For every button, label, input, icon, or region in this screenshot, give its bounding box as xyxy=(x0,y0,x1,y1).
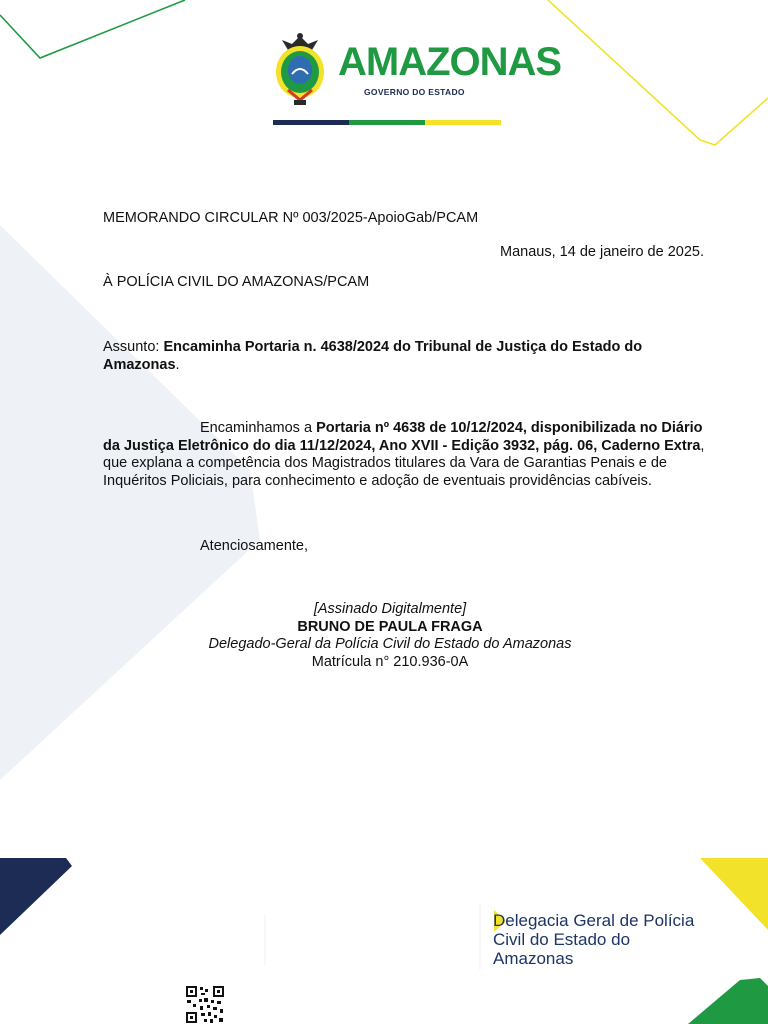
top-left-green-line xyxy=(0,0,185,58)
bottom-left-navy-shape xyxy=(0,858,72,935)
body-rest: , que explana a competência dos Magistrados titulares da Vara de Garantias Penais e de Inquéritos Policiais, para conhecimento e adoção de eventuais providências cabíveis. xyxy=(103,437,705,489)
subject xyxy=(103,339,683,374)
subject-end: . xyxy=(175,356,180,373)
brand-stripe-yellow xyxy=(425,120,501,125)
bottom-right-green-shape xyxy=(688,978,768,1024)
body-intro: Encaminhamos a xyxy=(200,420,317,436)
brand-stripe-green xyxy=(349,120,425,125)
brand-subtitle: GOVERNO DO ESTADO xyxy=(364,87,465,97)
brand-name: AMAZONAS xyxy=(338,40,562,84)
footer-organization xyxy=(493,911,753,968)
memo-title: MEMORANDO CIRCULAR Nº 003/2025-ApoioGab/PCAM xyxy=(103,210,479,226)
memo-date: Manaus, 14 de janeiro de 2025. xyxy=(500,244,704,260)
body-paragraph xyxy=(103,420,709,490)
signature-block xyxy=(150,601,630,671)
footer-org-line: Amazonas xyxy=(493,949,574,968)
body-bold: Portaria nº 4638 de 10/12/2024, disponibilizada no Diário da Justiça Eletrônico do dia 11/12/2024, Ano XVII - Edição 3932, pág. 06, Caderno Extra xyxy=(103,420,703,454)
coat-of-arms-icon xyxy=(270,28,330,108)
subject-label: Assunto: xyxy=(103,339,164,355)
recipient: À POLÍCIA CIVIL DO AMAZONAS/PCAM xyxy=(103,274,370,290)
signer-role: Delegado-Geral da Polícia Civil do Estado do Amazonas xyxy=(208,636,572,652)
government-logo xyxy=(270,26,562,130)
digital-signature-note: [Assinado Digitalmente] xyxy=(313,601,467,617)
top-right-yellow-line xyxy=(548,0,768,145)
subject-text: Encaminha Portaria n. 4638/2024 do Tribunal de Justiça do Estado do Amazonas xyxy=(103,339,643,373)
left-gray-shape xyxy=(0,225,260,780)
signer-name: BRUNO DE PAULA FRAGA xyxy=(297,618,483,635)
signer-registration: Matrícula n° 210.936-0A xyxy=(311,653,469,670)
brand-stripe-navy xyxy=(273,120,349,125)
footer-org-line: Delegacia Geral de Polícia xyxy=(493,911,695,930)
qr-code-icon xyxy=(185,985,225,1024)
closing: Atenciosamente, xyxy=(200,538,309,554)
footer-org-line: Civil do Estado do xyxy=(493,930,631,949)
